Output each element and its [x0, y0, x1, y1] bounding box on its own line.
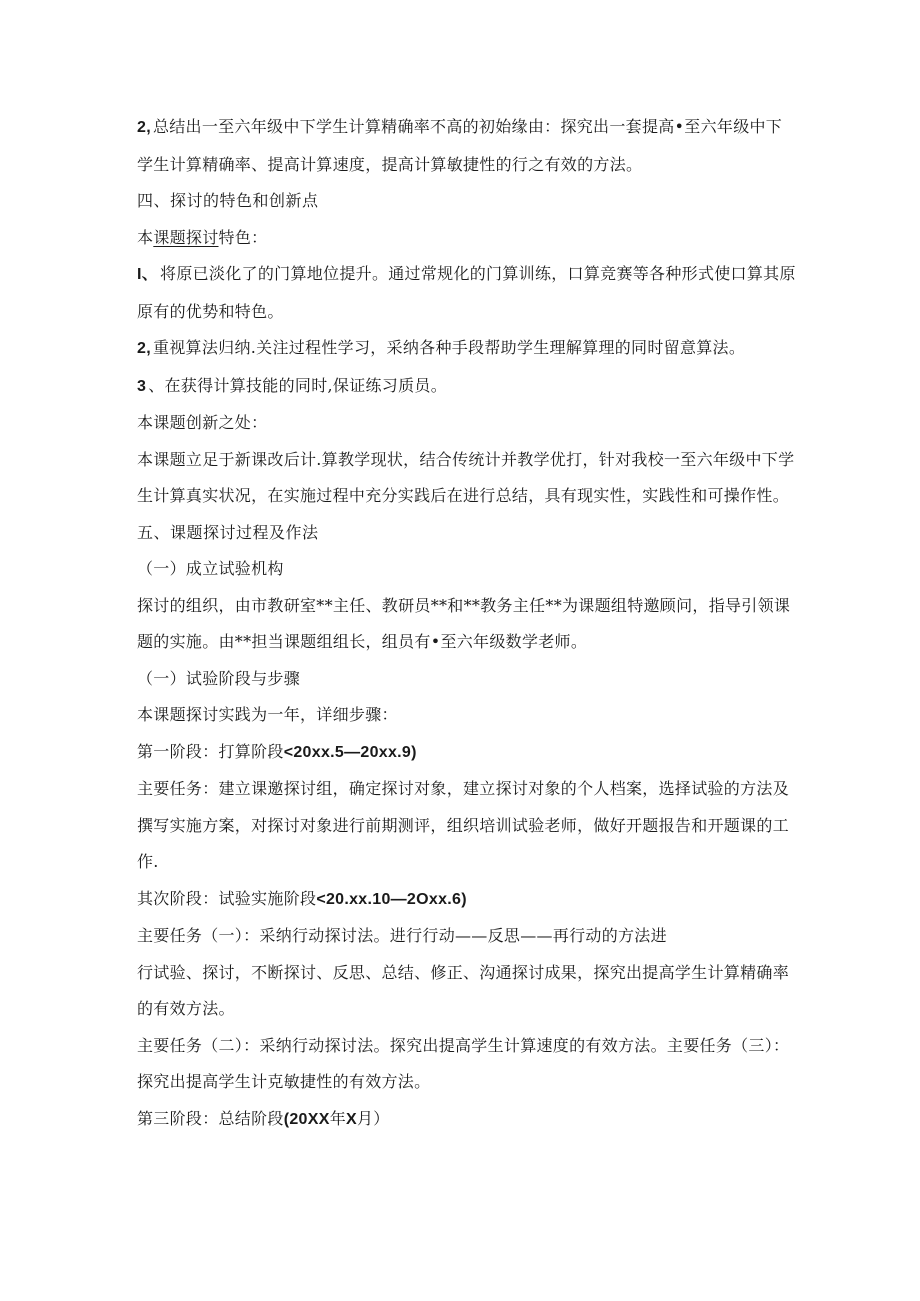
stage-open-paren: (	[283, 1110, 290, 1128]
subsection-text-1: 探讨的组织，由市教研室**主任、教研员**和**教务主任**为课题组特邀顾问，指导引领课题的实施。由**担当课题组组长，组员有•至六年级数学老师。	[137, 595, 791, 651]
stage-month: X	[346, 1110, 357, 1128]
paragraph-text: 重视算法归纳.关注过程性学习，采纳各种手段帮助学生理解算理的同时留意算法。	[152, 338, 746, 357]
stage-2-task-1-line-b: 行试验、探讨，不断探讨、反思、总结、修正、沟通探讨成果，探究出提高学生计算精确率的有效方法。	[137, 962, 790, 1018]
stage-label: 其次阶段：试验实施阶段	[137, 888, 317, 908]
feature-item-1	[137, 256, 797, 330]
stage-year-char: 年	[329, 1108, 346, 1128]
feature-item-2	[137, 330, 797, 368]
stage-1-heading	[137, 734, 797, 772]
section-heading-4: 四、探讨的特色和创新点	[137, 191, 319, 210]
innovation-text: 本课题立足于新课改后计.算教学现状，结合传统计并教学优打，针对我校一至六年级中下学生计算真实状况，在实施过程中充分实践后在进行总结，具有现实性，实践性和可操作性。	[137, 449, 795, 505]
paragraph-text: 、在获得计算技能的同时,保证练习质员。	[148, 375, 447, 395]
paragraph-goal-2	[137, 109, 797, 183]
list-number: 3	[137, 377, 147, 395]
stage-label: 第一阶段：打算阶段	[137, 741, 284, 761]
features-intro-prefix: 本	[137, 227, 154, 247]
feature-item-3	[137, 368, 797, 406]
subsection-intro-2: 本课题探讨实践为一年，详细步骤：	[137, 705, 398, 724]
subsection-title-1: （一）成立试验机构	[137, 559, 284, 578]
stage-2-task-2: 主要任务（二）：采纳行动探讨法。探究出提高学生计算速度的有效方法。主要任务（三）：探究出提高学生计克敏捷性的有效方法。	[137, 1035, 790, 1091]
subsection-title-2: （一）试验阶段与步骤	[137, 668, 301, 688]
list-number: 2,	[137, 119, 151, 136]
features-intro	[137, 220, 797, 257]
stage-dates: <20xx.5—20xx.9)	[283, 743, 417, 761]
stage-2-heading	[137, 881, 797, 919]
stage-3-heading	[137, 1101, 797, 1139]
features-intro-suffix: 特色：	[218, 227, 268, 247]
innovation-intro: 本课题创新之处：	[137, 413, 268, 432]
stage-2-task-1-line-a: 主要任务（一）：采纳行动探讨法。进行行动——反思——再行动的方法进	[137, 926, 667, 945]
list-number: 2,	[137, 340, 151, 357]
stage-1-task: 主要任务：建立课邀探讨组，确定探讨对象，建立探讨对象的个人档案，选择试验的方法及撰写实施方案，对探讨对象进行前期测评，组织培训试验老师，做好开题报告和开题课的工作.	[137, 779, 790, 871]
features-intro-underlined: 课题探讨	[153, 227, 219, 247]
paragraph-text: 将原已淡化了的门算地位提升。通过常规化的门算训练，口算竞赛等各种形式使口算其原原有的优势和特色。	[137, 264, 796, 321]
stage-label: 第三阶段：总结阶段	[137, 1108, 284, 1128]
stage-year: 20XX	[289, 1110, 330, 1128]
stage-dates: <20.xx.10—2Oxx.6)	[316, 890, 467, 908]
paragraph-text: 总结出一至六年级中下学生计算精确率不高的初始缘由：探究出一套提高•至六年级中下学生计算精确率、提高计算速度，提高计算敏捷性的行之有效的方法。	[137, 117, 783, 174]
section-heading-5: 五、课题探讨过程及作法	[137, 522, 319, 542]
document-body	[137, 109, 797, 1138]
list-number: I、	[137, 266, 159, 283]
stage-month-char: 月）	[356, 1108, 390, 1128]
